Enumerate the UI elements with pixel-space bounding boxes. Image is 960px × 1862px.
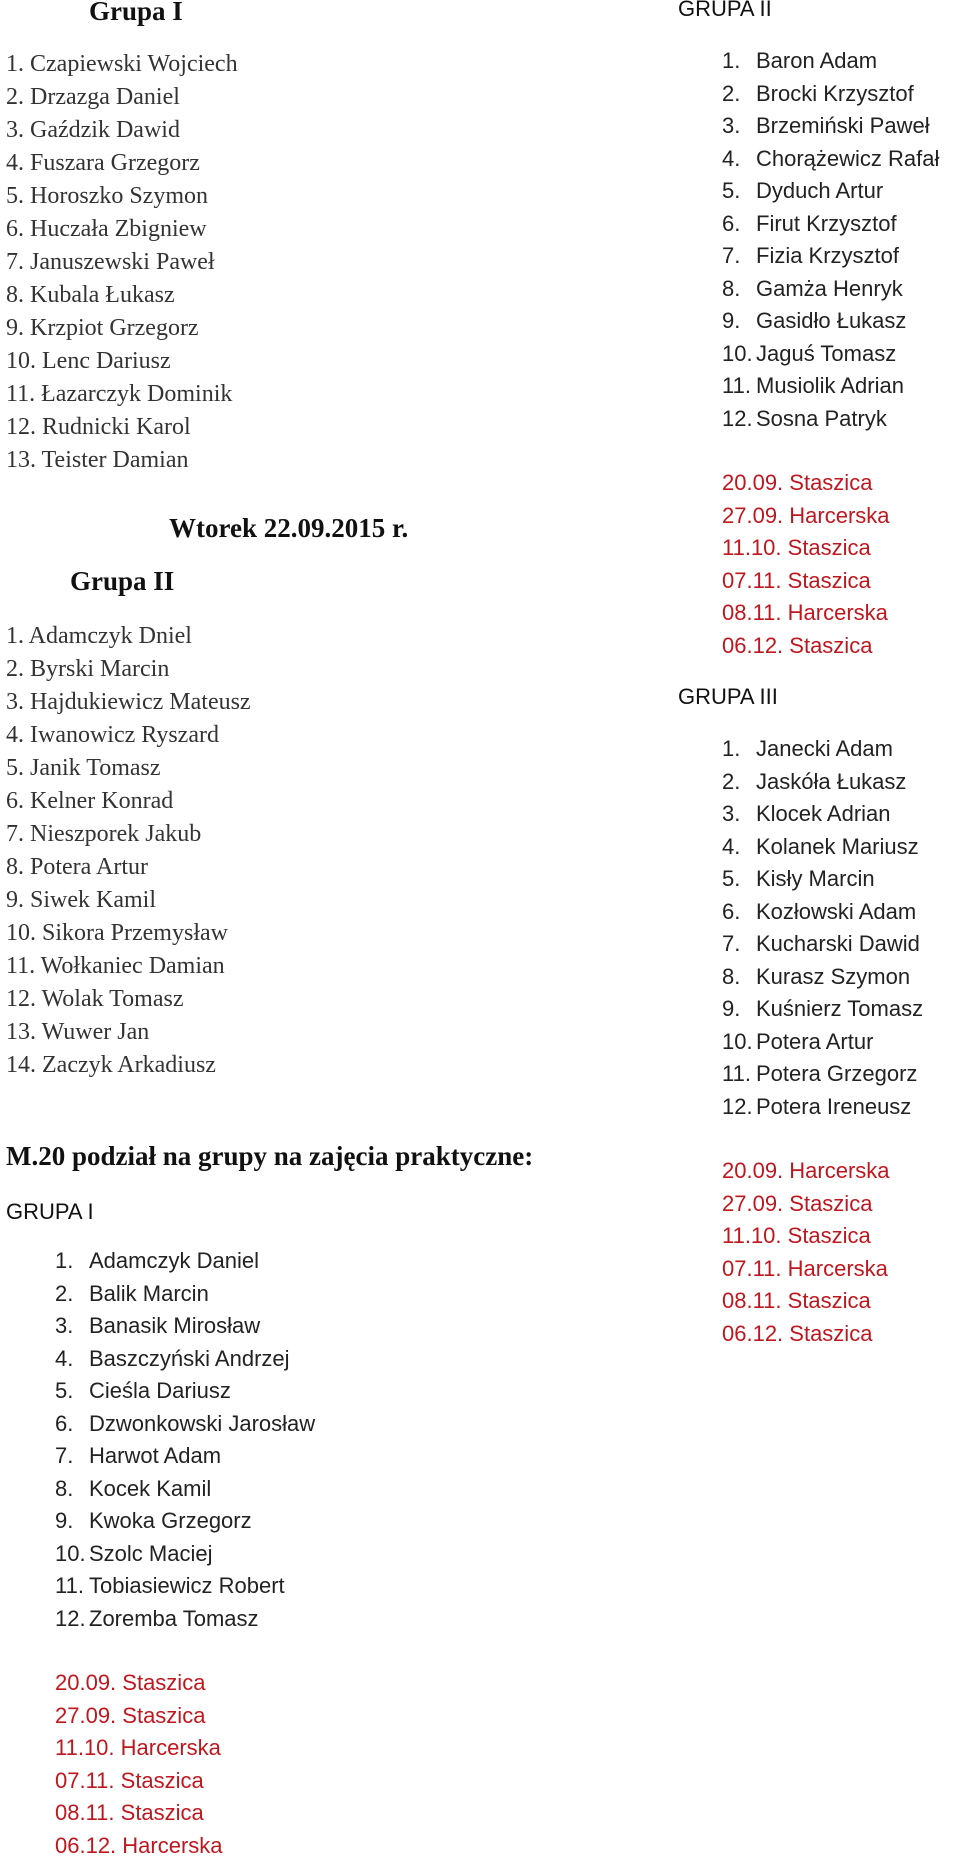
m20-group1-title: GRUPA I [6, 1199, 94, 1225]
list-item: 1. Adamczyk Dniel [6, 620, 251, 653]
schedule-item: 11.10. Staszica [722, 532, 890, 565]
list-item: 3. Hajdukiewicz Mateusz [6, 686, 251, 719]
list-item: 9. Siwek Kamil [6, 884, 251, 917]
schedule-item: 08.11. Staszica [55, 1797, 223, 1830]
list-item: 1. Czapiewski Wojciech [6, 48, 238, 81]
list-item: 2. Brocki Krzysztof [722, 78, 939, 111]
list-item: 4. Kolanek Mariusz [722, 831, 923, 864]
schedule-item: 27.09. Harcerska [722, 500, 890, 533]
schedule-item: 20.09. Harcerska [722, 1155, 890, 1188]
list-item: 8. Kurasz Szymon [722, 961, 923, 994]
list-item: 3. Brzemiński Paweł [722, 110, 939, 143]
list-item: 3. Banasik Mirosław [55, 1310, 315, 1343]
list-item: 3. Klocek Adrian [722, 798, 923, 831]
list-item: 2. Drzazga Daniel [6, 81, 238, 114]
group2-title: Grupa II [70, 566, 174, 597]
list-item: 6. Firut Krzysztof [722, 208, 939, 241]
list-item: 2. Byrski Marcin [6, 653, 251, 686]
schedule-item: 11.10. Harcerska [55, 1732, 223, 1765]
date-heading: Wtorek 22.09.2015 r. [169, 513, 408, 544]
list-item: 8. Kocek Kamil [55, 1473, 315, 1506]
list-item: 9. Kwoka Grzegorz [55, 1505, 315, 1538]
list-item: 10. Szolc Maciej [55, 1538, 315, 1571]
list-item: 14. Zaczyk Arkadiusz [6, 1049, 251, 1082]
m20-group1-list [55, 1245, 315, 1635]
group1-title: Grupa I [89, 0, 183, 27]
schedule-item: 08.11. Harcerska [722, 597, 890, 630]
list-item: 11. Wołkaniec Damian [6, 950, 251, 983]
list-item: 12. Wolak Tomasz [6, 983, 251, 1016]
schedule-item: 27.09. Staszica [722, 1188, 890, 1221]
m20-group2-list [722, 45, 939, 435]
list-item: 12. Rudnicki Karol [6, 411, 238, 444]
list-item: 4. Iwanowicz Ryszard [6, 719, 251, 752]
list-item: 10. Sikora Przemysław [6, 917, 251, 950]
list-item: 8. Potera Artur [6, 851, 251, 884]
list-item: 12. Zoremba Tomasz [55, 1603, 315, 1636]
schedule-item: 20.09. Staszica [55, 1667, 223, 1700]
list-item: 5. Kisły Marcin [722, 863, 923, 896]
schedule-item: 27.09. Staszica [55, 1700, 223, 1733]
list-item: 2. Jaskóła Łukasz [722, 766, 923, 799]
m20-group3-schedule [722, 1155, 890, 1350]
schedule-item: 20.09. Staszica [722, 467, 890, 500]
list-item: 6. Kelner Konrad [6, 785, 251, 818]
schedule-item: 07.11. Staszica [55, 1765, 223, 1798]
group2-list [6, 620, 251, 1082]
list-item: 9. Gasidło Łukasz [722, 305, 939, 338]
m20-group1-schedule [55, 1667, 223, 1862]
list-item: 8. Gamża Henryk [722, 273, 939, 306]
list-item: 3. Gaździk Dawid [6, 114, 238, 147]
list-item: 5. Horoszko Szymon [6, 180, 238, 213]
list-item: 5. Cieśla Dariusz [55, 1375, 315, 1408]
list-item: 7. Harwot Adam [55, 1440, 315, 1473]
list-item: 4. Baszczyński Andrzej [55, 1343, 315, 1376]
list-item: 5. Dyduch Artur [722, 175, 939, 208]
schedule-item: 06.12. Harcerska [55, 1830, 223, 1862]
schedule-item: 11.10. Staszica [722, 1220, 890, 1253]
list-item: 11. Łazarczyk Dominik [6, 378, 238, 411]
schedule-item: 06.12. Staszica [722, 630, 890, 663]
schedule-item: 07.11. Staszica [722, 565, 890, 598]
m20-group3-title: GRUPA III [678, 684, 778, 710]
list-item: 11. Tobiasiewicz Robert [55, 1570, 315, 1603]
list-item: 10. Potera Artur [722, 1026, 923, 1059]
list-item: 5. Janik Tomasz [6, 752, 251, 785]
m20-group3-list [722, 733, 923, 1123]
list-item: 1. Baron Adam [722, 45, 939, 78]
list-item: 9. Kuśnierz Tomasz [722, 993, 923, 1026]
list-item: 4. Fuszara Grzegorz [6, 147, 238, 180]
m20-heading: M.20 podział na grupy na zajęcia praktyczne: [6, 1141, 533, 1172]
list-item: 12. Potera Ireneusz [722, 1091, 923, 1124]
list-item: 7. Januszewski Paweł [6, 246, 238, 279]
list-item: 7. Fizia Krzysztof [722, 240, 939, 273]
schedule-item: 06.12. Staszica [722, 1318, 890, 1351]
list-item: 4. Chorążewicz Rafał [722, 143, 939, 176]
list-item: 13. Wuwer Jan [6, 1016, 251, 1049]
list-item: 11. Potera Grzegorz [722, 1058, 923, 1091]
schedule-item: 07.11. Harcerska [722, 1253, 890, 1286]
list-item: 6. Huczała Zbigniew [6, 213, 238, 246]
list-item: 7. Nieszporek Jakub [6, 818, 251, 851]
list-item: 6. Dzwonkowski Jarosław [55, 1408, 315, 1441]
list-item: 2. Balik Marcin [55, 1278, 315, 1311]
group1-list [6, 48, 238, 477]
list-item: 1. Janecki Adam [722, 733, 923, 766]
list-item: 8. Kubala Łukasz [6, 279, 238, 312]
list-item: 10. Lenc Dariusz [6, 345, 238, 378]
m20-group2-schedule [722, 467, 890, 662]
list-item: 11. Musiolik Adrian [722, 370, 939, 403]
list-item: 12. Sosna Patryk [722, 403, 939, 436]
list-item: 10. Jaguś Tomasz [722, 338, 939, 371]
list-item: 9. Krzpiot Grzegorz [6, 312, 238, 345]
list-item: 1. Adamczyk Daniel [55, 1245, 315, 1278]
schedule-item: 08.11. Staszica [722, 1285, 890, 1318]
list-item: 7. Kucharski Dawid [722, 928, 923, 961]
list-item: 13. Teister Damian [6, 444, 238, 477]
list-item: 6. Kozłowski Adam [722, 896, 923, 929]
m20-group2-title: GRUPA II [678, 0, 772, 22]
